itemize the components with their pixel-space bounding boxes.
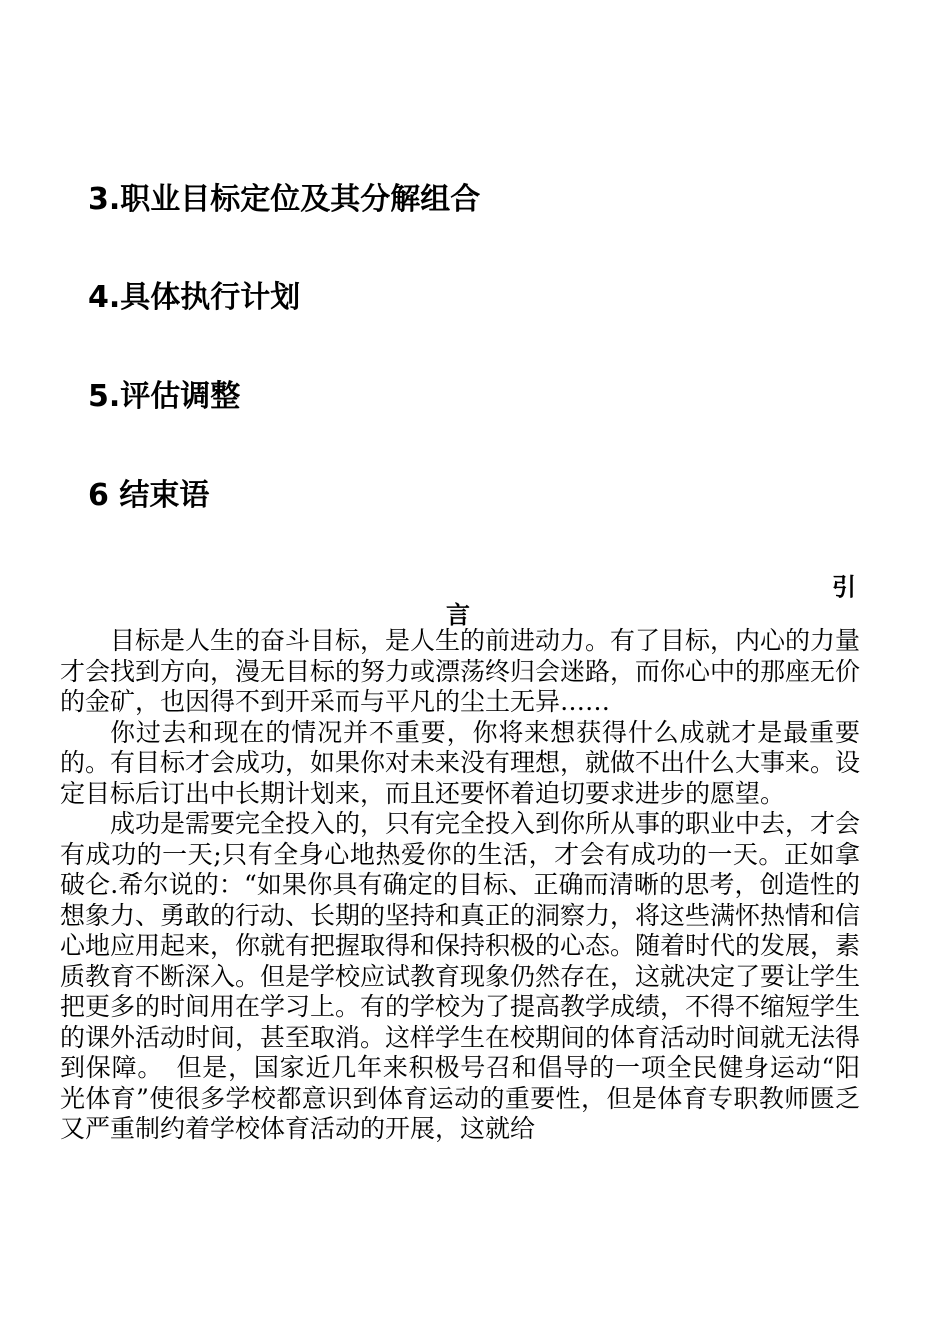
toc-item-3: 3.职业目标定位及其分解组合 bbox=[88, 182, 481, 217]
paragraph-1: 目标是人生的奋斗目标，是人生的前进动力。有了目标，内心的力量才会找到方向，漫无目标的努力或漂荡终归会迷路，而你心中的那座无价的金矿，也因得不到开采而与平凡的尘土无异…… bbox=[60, 626, 861, 716]
toc-item-4: 4.具体执行计划 bbox=[88, 280, 301, 315]
toc-item-6: 6 结束语 bbox=[88, 478, 210, 513]
paragraph-3: 成功是需要完全投入的，只有完全投入到你所从事的职业中去，才会有成功的一天;只有全身心地热爱你的生活，才会有成功的一天。正如拿破仑.希尔说的：“如果你具有确定的目标、正确而清晰的思考，创造性的想象力、勇敢的行动、长期的坚持和真正的洞察力，将这些满怀热情和信心地应用起来，你就有把握取得和保持积极的心态。随着时代的发展，素质教育不断深入。但是学校应试教育现象仍然存在，这就决定了要让学生把更多的时间用在学习上。有的学校为了提高教学成绩，不得不缩短学生的课外活动时间，甚至取消。这样学生在校期间的体育活动时间就无法得到保障。 但是，国家近几年来积极号召和倡导的一项全民健身运动“阳光体育”使很多学校都意识到体育运动的重要性，但是体育专职教师匮乏又严重制约着学校体育活动的开展，这就给 bbox=[60, 809, 861, 1143]
section-heading-char-2: 言 bbox=[446, 601, 470, 629]
paragraph-2: 你过去和现在的情况并不重要，你将来想获得什么成就才是最重要的。有目标才会成功，如果你对未来没有理想，就做不出什么大事来。设定目标后订出中长期计划来，而且还要怀着迫切要求进步的愿望。 bbox=[60, 717, 861, 808]
section-heading-char-1: 引 bbox=[832, 573, 856, 601]
toc-item-5: 5.评估调整 bbox=[88, 379, 241, 414]
body-text bbox=[60, 626, 860, 1145]
